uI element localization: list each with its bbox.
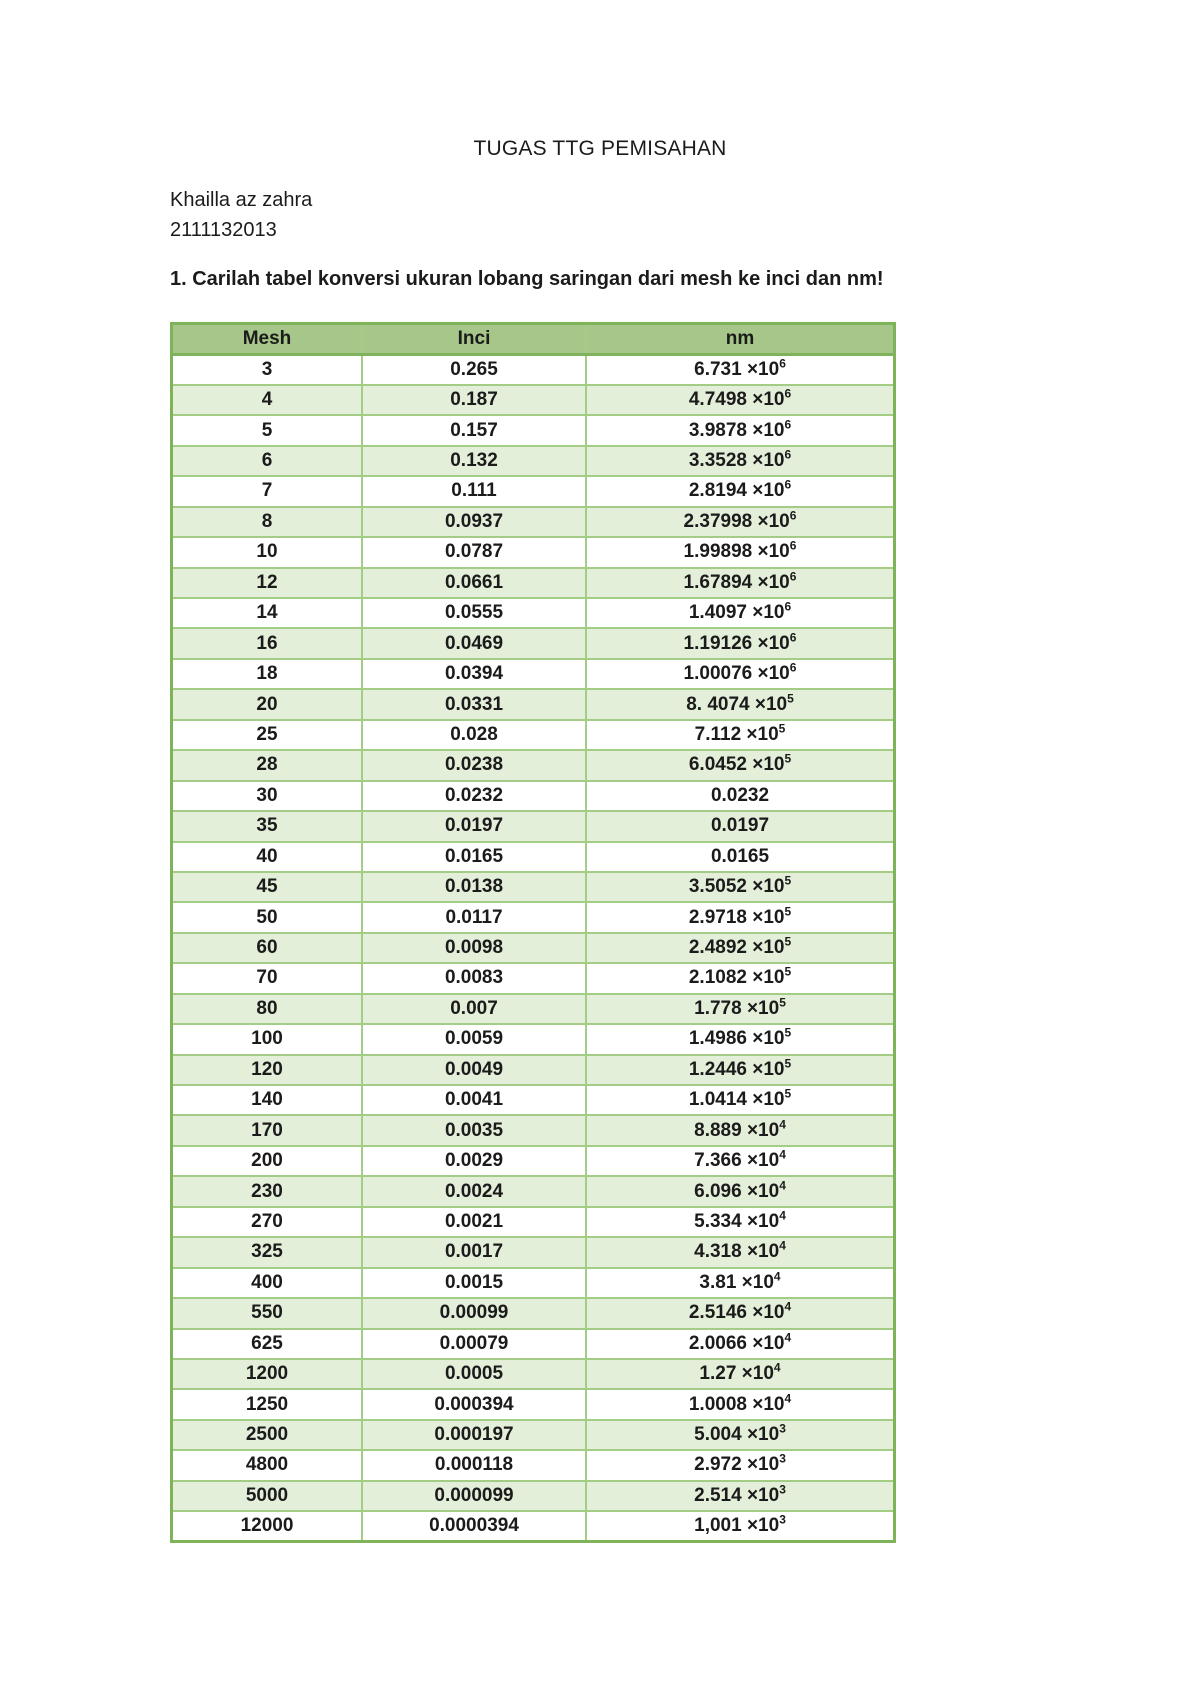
nm-cell: $6.0452 \times 10^5$ [586, 750, 895, 780]
nm-cell: $2.5146 \times 10^4$ [586, 1298, 895, 1328]
mesh-cell: 8 [172, 507, 363, 537]
author-name: Khailla az zahra [170, 189, 313, 211]
inci-cell: 0.0138 [362, 872, 586, 902]
exponent: 5 [784, 873, 792, 888]
mesh-cell: 7 [172, 476, 363, 506]
nm-cell: $1.4986 \times 10^5$ [586, 1024, 895, 1054]
exponent: 5 [778, 721, 786, 736]
table-row [172, 446, 895, 476]
nm-cell: $2.1082 \times 10^5$ [586, 963, 895, 993]
inci-cell: 0.0469 [362, 628, 586, 658]
inci-cell: 0.0041 [362, 1085, 586, 1115]
table-row [172, 1389, 895, 1419]
mesh-cell: 2500 [172, 1420, 363, 1450]
exponent: 4 [779, 1178, 786, 1193]
exponent: 4 [779, 1147, 786, 1162]
exponent: 5 [787, 691, 794, 706]
exponent: 5 [784, 752, 792, 767]
table-row [172, 994, 895, 1024]
nm-cell: $2.4892 \times 10^5$ [586, 933, 895, 963]
inci-cell: 0.0024 [362, 1176, 586, 1206]
inci-cell: 0.0937 [362, 507, 586, 537]
inci-cell: 0.0555 [362, 598, 586, 628]
mesh-cell: 80 [172, 994, 363, 1024]
table-row [172, 1176, 895, 1206]
exponent: 5 [784, 934, 792, 949]
mesh-cell: 5000 [172, 1481, 363, 1511]
table-row [172, 385, 895, 415]
mesh-cell: 28 [172, 750, 363, 780]
table-row [172, 598, 895, 628]
mesh-cell: 6 [172, 446, 363, 476]
nm-cell: $6.731 \times 10^6$ [586, 355, 895, 385]
inci-cell: 0.000197 [362, 1420, 586, 1450]
nm-cell: $2.0066 \times 10^4$ [586, 1329, 895, 1359]
exponent: 5 [784, 965, 792, 980]
mesh-cell: 12000 [172, 1511, 363, 1541]
mesh-cell: 45 [172, 872, 363, 902]
table-row [172, 659, 895, 689]
mesh-cell: 270 [172, 1207, 363, 1237]
inci-cell: 0.0331 [362, 689, 586, 719]
nm-cell: $1.0414 \times 10^5$ [586, 1085, 895, 1115]
table-row [172, 628, 895, 658]
mesh-cell: 14 [172, 598, 363, 628]
table-row [172, 1359, 895, 1389]
nm-cell: 0.0165 [586, 842, 895, 872]
mesh-cell: 12 [172, 568, 363, 598]
table-row [172, 1237, 895, 1267]
inci-cell: 0.0021 [362, 1207, 586, 1237]
inci-cell: 0.0017 [362, 1237, 586, 1267]
table-row [172, 1450, 895, 1480]
exponent: 6 [784, 599, 792, 614]
table-row [172, 933, 895, 963]
nm-cell: $1.778 \times 10^5$ [586, 994, 895, 1024]
nm-cell: $3.5052 \times 10^5$ [586, 872, 895, 902]
nm-cell: $1.2446 \times 10^5$ [586, 1055, 895, 1085]
table-row [172, 781, 895, 811]
inci-cell: 0.187 [362, 385, 586, 415]
table-row [172, 537, 895, 567]
table-row [172, 750, 895, 780]
column-header-inci: Inci [362, 324, 586, 355]
nm-cell: $7.112 \times 10^5$ [586, 720, 895, 750]
nm-cell: $3.9878 \times 10^6$ [586, 415, 895, 445]
inci-cell: 0.0083 [362, 963, 586, 993]
table-row [172, 811, 895, 841]
nm-cell: $8.889 \times 10^4$ [586, 1115, 895, 1145]
inci-cell: 0.0059 [362, 1024, 586, 1054]
nm-cell: $1.27 \times 10^4$ [586, 1359, 895, 1389]
inci-cell: 0.007 [362, 994, 586, 1024]
inci-cell: 0.000099 [362, 1481, 586, 1511]
mesh-cell: 25 [172, 720, 363, 750]
question-text: 1. Carilah tabel konversi ukuran lobang saringan dari mesh ke inci dan nm! [170, 268, 884, 290]
nm-cell: $6.096 \times 10^4$ [586, 1176, 895, 1206]
inci-cell: 0.028 [362, 720, 586, 750]
inci-cell: 0.000394 [362, 1389, 586, 1419]
mesh-cell: 35 [172, 811, 363, 841]
mesh-cell: 4800 [172, 1450, 363, 1480]
table-row [172, 720, 895, 750]
column-header-nm: nm [586, 324, 895, 355]
table-body [172, 355, 895, 1542]
exponent: 3 [779, 1421, 786, 1436]
table-row [172, 1420, 895, 1450]
inci-cell: 0.0098 [362, 933, 586, 963]
exponent: 6 [789, 539, 797, 554]
column-header-mesh: Mesh [172, 324, 363, 355]
mesh-cell: 50 [172, 902, 363, 932]
nm-cell: $1.00076 \times 10^6$ [586, 659, 895, 689]
table-row [172, 1329, 895, 1359]
nm-cell: $4.7498 \times 10^6$ [586, 385, 895, 415]
exponent: 5 [784, 1086, 792, 1101]
table-header [172, 324, 895, 355]
nm-cell: $3.3528 \times 10^6$ [586, 446, 895, 476]
inci-cell: 0.00079 [362, 1329, 586, 1359]
mesh-cell: 625 [172, 1329, 363, 1359]
nm-cell: $1.19126 \times 10^6$ [586, 628, 895, 658]
mesh-cell: 10 [172, 537, 363, 567]
table-row [172, 1085, 895, 1115]
exponent: 6 [789, 569, 797, 584]
exponent: 4 [773, 1269, 781, 1284]
exponent: 6 [779, 356, 786, 371]
nm-cell: $1,001 \times 10^3$ [586, 1511, 895, 1541]
nm-cell: $5.004 \times 10^3$ [586, 1420, 895, 1450]
mesh-cell: 230 [172, 1176, 363, 1206]
inci-cell: 0.0029 [362, 1146, 586, 1176]
exponent: 3 [779, 1482, 786, 1497]
exponent: 6 [784, 478, 792, 493]
nm-cell: $3.81 \times 10^4$ [586, 1268, 895, 1298]
table-row [172, 1207, 895, 1237]
mesh-cell: 40 [172, 842, 363, 872]
table-row [172, 476, 895, 506]
mesh-cell: 60 [172, 933, 363, 963]
mesh-cell: 100 [172, 1024, 363, 1054]
exponent: 4 [784, 1299, 792, 1314]
inci-cell: 0.265 [362, 355, 586, 385]
table-row [172, 1146, 895, 1176]
exponent: 6 [789, 508, 797, 523]
exponent: 6 [784, 447, 792, 462]
table-row [172, 1055, 895, 1085]
student-id: 2111132013 [170, 219, 277, 241]
nm-cell: $7.366 \times 10^4$ [586, 1146, 895, 1176]
inci-cell: 0.0117 [362, 902, 586, 932]
mesh-cell: 170 [172, 1115, 363, 1145]
mesh-cell: 200 [172, 1146, 363, 1176]
exponent: 4 [773, 1360, 781, 1375]
table-row [172, 568, 895, 598]
inci-cell: 0.111 [362, 476, 586, 506]
table-row [172, 507, 895, 537]
inci-cell: 0.0005 [362, 1359, 586, 1389]
nm-cell: $1.99898 \times 10^6$ [586, 537, 895, 567]
table-row [172, 842, 895, 872]
mesh-cell: 120 [172, 1055, 363, 1085]
header-row [172, 324, 895, 355]
table-row [172, 1268, 895, 1298]
exponent: 6 [789, 630, 797, 645]
inci-cell: 0.0238 [362, 750, 586, 780]
exponent: 5 [779, 995, 786, 1010]
mesh-cell: 140 [172, 1085, 363, 1115]
inci-cell: 0.0197 [362, 811, 586, 841]
mesh-cell: 70 [172, 963, 363, 993]
mesh-cell: 20 [172, 689, 363, 719]
conversion-table-wrap [170, 322, 896, 1543]
nm-cell: $2.37998 \times 10^6$ [586, 507, 895, 537]
exponent: 4 [779, 1208, 786, 1223]
inci-cell: 0.0661 [362, 568, 586, 598]
exponent: 3 [779, 1512, 786, 1527]
exponent: 5 [784, 1056, 792, 1071]
exponent: 4 [779, 1239, 786, 1254]
inci-cell: 0.000118 [362, 1450, 586, 1480]
nm-cell: $1.67894 \times 10^6$ [586, 568, 895, 598]
nm-cell: $1.0008 \times 10^4$ [586, 1389, 895, 1419]
nm-cell: 8. $4074 \times 10^5$ [586, 689, 895, 719]
inci-cell: 0.0049 [362, 1055, 586, 1085]
nm-cell: $1.4097 \times 10^6$ [586, 598, 895, 628]
nm-cell: $2.514 \times 10^3$ [586, 1481, 895, 1511]
nm-cell: 0.0232 [586, 781, 895, 811]
inci-cell: 0.0035 [362, 1115, 586, 1145]
mesh-cell: 16 [172, 628, 363, 658]
exponent: 4 [784, 1330, 792, 1345]
mesh-cell: 1200 [172, 1359, 363, 1389]
table-row [172, 1024, 895, 1054]
exponent: 6 [784, 386, 792, 401]
mesh-cell: 400 [172, 1268, 363, 1298]
table-row [172, 689, 895, 719]
inci-cell: 0.157 [362, 415, 586, 445]
table-row [172, 963, 895, 993]
nm-cell: $2.8194 \times 10^6$ [586, 476, 895, 506]
page-title: TUGAS TTG PEMISAHAN [473, 137, 727, 160]
mesh-cell: 18 [172, 659, 363, 689]
exponent: 4 [779, 1117, 786, 1132]
table-row [172, 1511, 895, 1541]
table-row [172, 1298, 895, 1328]
exponent: 3 [779, 1452, 786, 1467]
mesh-cell: 4 [172, 385, 363, 415]
nm-cell: $2.9718 \times 10^5$ [586, 902, 895, 932]
table-row [172, 415, 895, 445]
mesh-cell: 5 [172, 415, 363, 445]
inci-cell: 0.132 [362, 446, 586, 476]
inci-cell: 0.0015 [362, 1268, 586, 1298]
table-row [172, 1115, 895, 1145]
conversion-table [170, 322, 896, 1543]
table-row [172, 902, 895, 932]
inci-cell: 0.00099 [362, 1298, 586, 1328]
exponent: 5 [784, 1026, 792, 1041]
exponent: 6 [789, 660, 797, 675]
nm-cell: $5.334 \times 10^4$ [586, 1207, 895, 1237]
mesh-cell: 550 [172, 1298, 363, 1328]
exponent: 5 [784, 904, 792, 919]
mesh-cell: 325 [172, 1237, 363, 1267]
exponent: 6 [784, 417, 792, 432]
inci-cell: 0.0787 [362, 537, 586, 567]
mesh-cell: 1250 [172, 1389, 363, 1419]
table-row [172, 872, 895, 902]
mesh-cell: 30 [172, 781, 363, 811]
inci-cell: 0.0232 [362, 781, 586, 811]
mesh-cell: 3 [172, 355, 363, 385]
table-row [172, 1481, 895, 1511]
nm-cell: $2.972 \times 10^3$ [586, 1450, 895, 1480]
inci-cell: 0.0165 [362, 842, 586, 872]
inci-cell: 0.0000394 [362, 1511, 586, 1541]
inci-cell: 0.0394 [362, 659, 586, 689]
nm-cell: 0.0197 [586, 811, 895, 841]
table-row [172, 355, 895, 385]
nm-cell: $4.318 \times 10^4$ [586, 1237, 895, 1267]
exponent: 4 [784, 1391, 792, 1406]
